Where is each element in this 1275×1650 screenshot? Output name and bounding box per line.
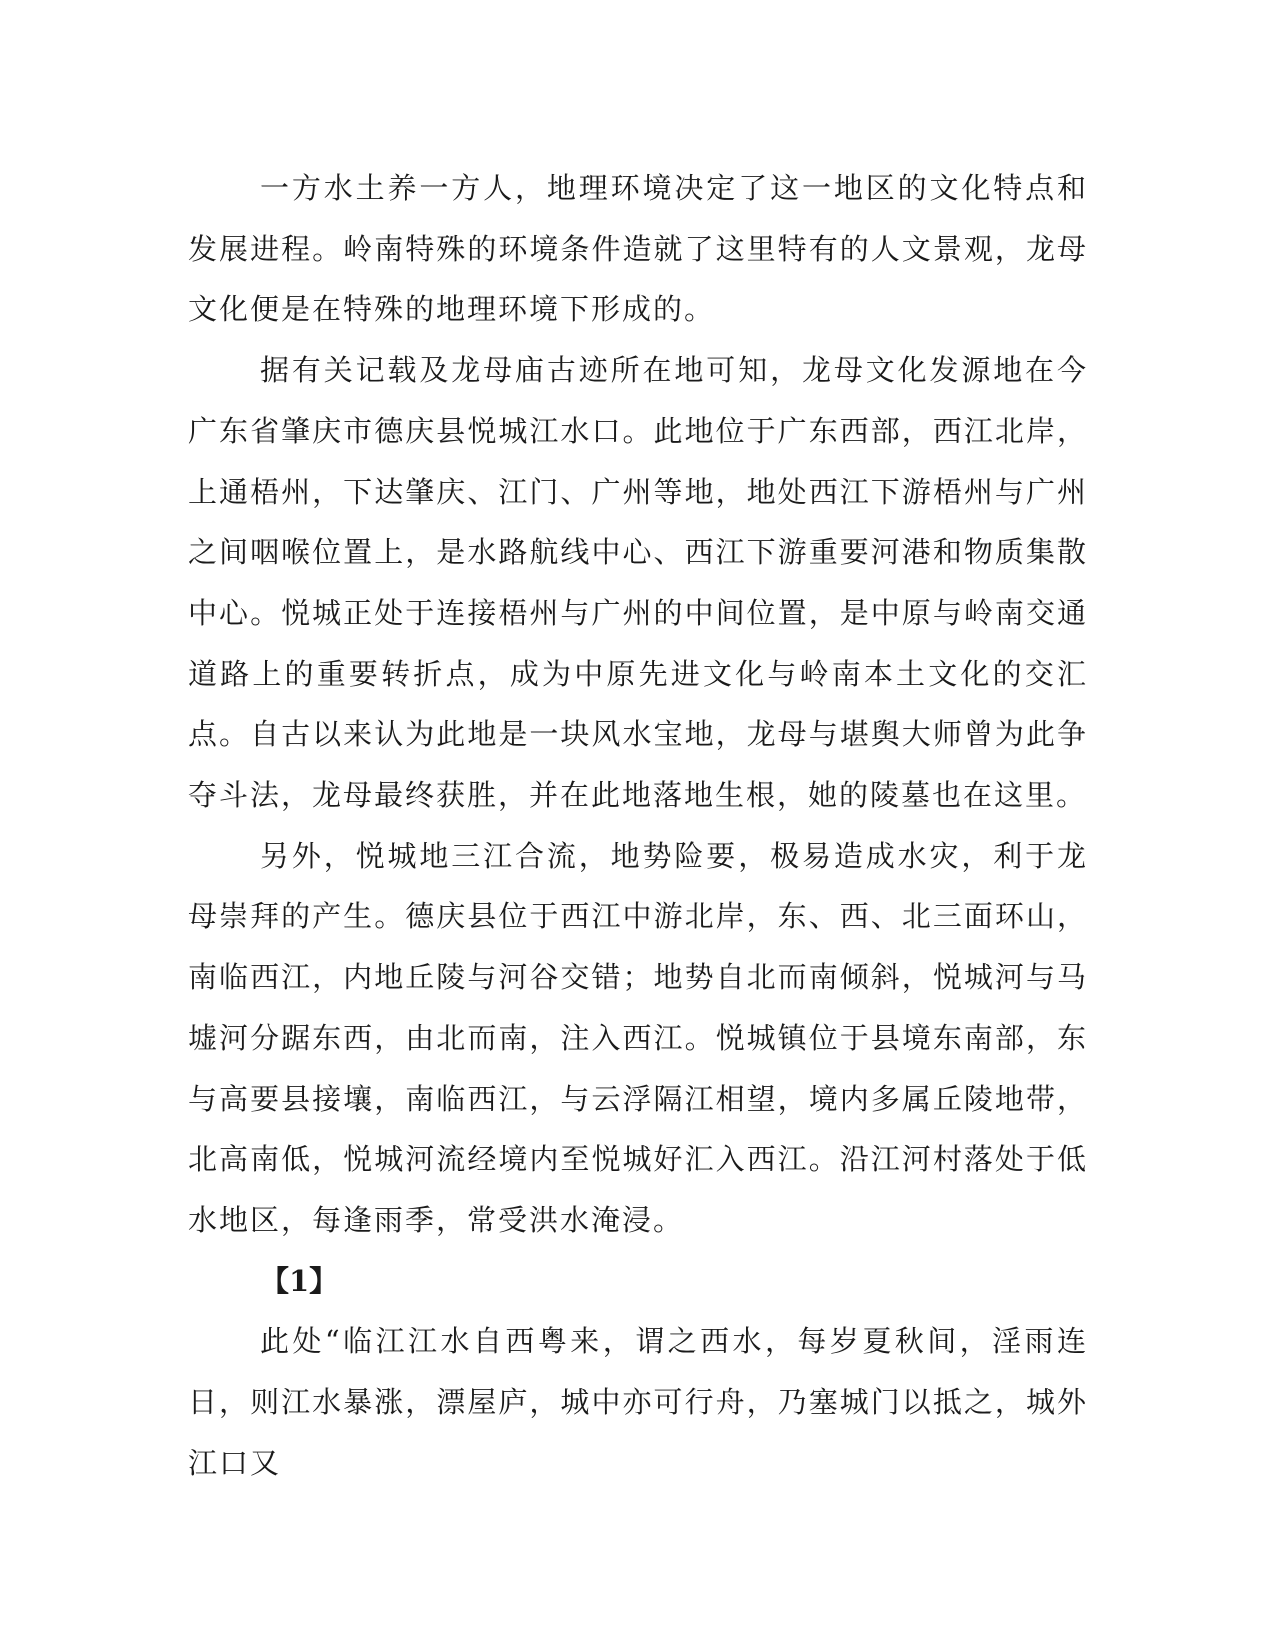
paragraph-1: 一方水土养一方人，地理环境决定了这一地区的文化特点和发展进程。岭南特殊的环境条件造就了这里特有的人文景观，龙母文化便是在特殊的地理环境下形成的。 (188, 171, 1088, 327)
paragraph-3: 另外，悦城地三江合流，地势险要，极易造成水灾，利于龙母崇拜的产生。德庆县位于西江中游北岸，东、西、北三面环山，南临西江，内地丘陵与河谷交错；地势自北而南倾斜，悦城河与马墟河分踞东西，由北而南，注入西江。悦城镇位于县境东南部，东与高要县接壤，南临西江，与云浮隔江相望，境内多属丘陵地带，北高南低，悦城河流经境内至悦城好汇入西江。沿江河村落处于低水地区，每逢雨季，常受洪水淹浸。 (188, 838, 1088, 1237)
paragraph-2: 据有关记载及龙母庙古迹所在地可知，龙母文化发源地在今广东省肇庆市德庆县悦城江水口。此地位于广东西部，西江北岸，上通梧州，下达肇庆、江门、广州等地，地处西江下游梧州与广州之间咽喉位置上，是水路航线中心、西江下游重要河港和物质集散中心。悦城正处于连接梧州与广州的中间位置，是中原与岭南交通道路上的重要转折点，成为中原先进文化与岭南本土文化的交汇点。自古以来认为此地是一块风水宝地，龙母与堪舆大师曾为此争夺斗法，龙母最终获胜，并在此地落地生根，她的陵墓也在这里。 (188, 353, 1088, 813)
footnote-marker: 【1】 (260, 1263, 339, 1298)
paragraph-4: 此处“临江江水自西粤来，谓之西水，每岁夏秋间，淫雨连日，则江水暴涨，漂屋庐，城中亦可行舟，乃塞城门以抵之，城外江口又 (188, 1324, 1088, 1480)
body-text (188, 158, 1088, 1493)
